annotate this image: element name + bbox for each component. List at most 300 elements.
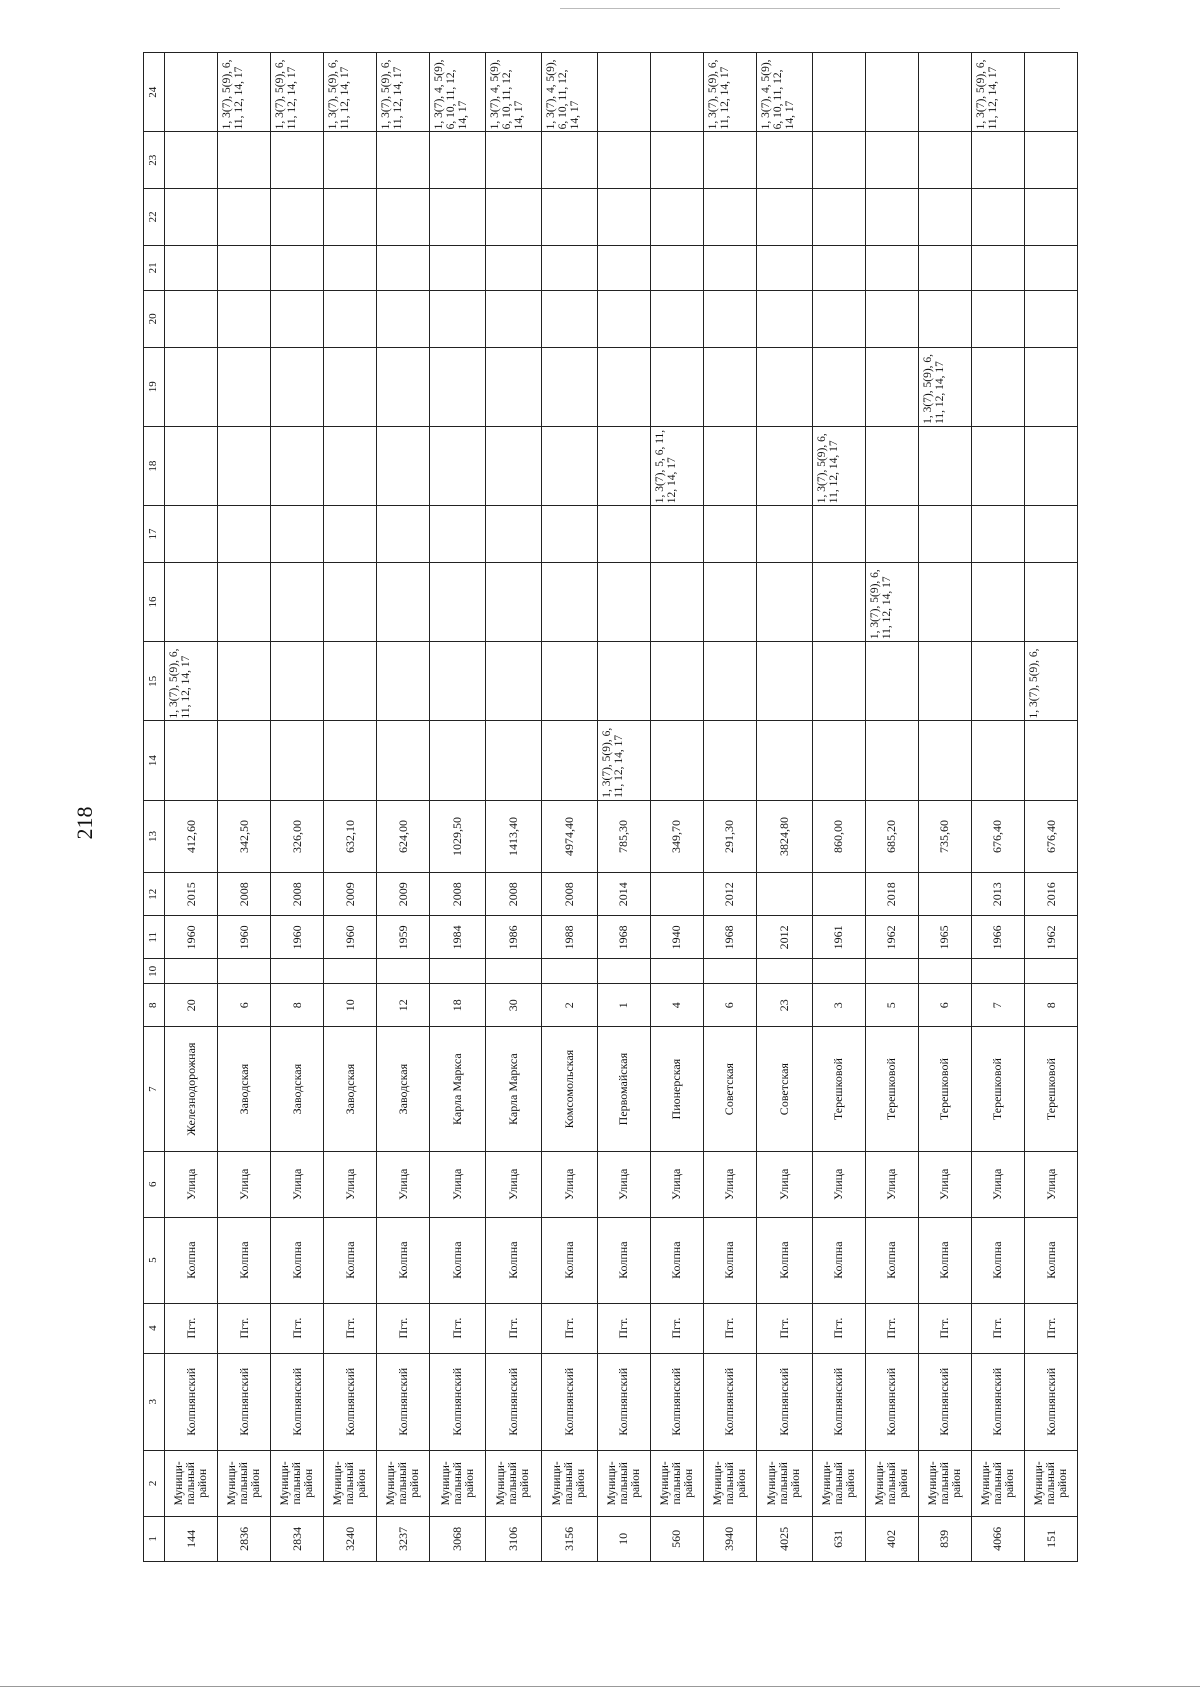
cell-col-15	[377, 642, 430, 721]
cell-col-12: 2009	[324, 873, 377, 916]
cell-col-11: 2012	[756, 916, 812, 959]
cell-col-23	[756, 132, 812, 189]
cell-col-6: Улица	[377, 1151, 430, 1217]
cell-col-3: Колпнянский	[541, 1353, 597, 1450]
cell-col-1: 4066	[971, 1516, 1024, 1561]
column-header-13: 13	[144, 800, 165, 873]
cell-col-21	[165, 245, 218, 290]
cell-col-24: 1, 3(7), 4, 5(9), 6, 10, 11, 12, 14, 17	[756, 53, 812, 132]
cell-col-17	[812, 506, 865, 563]
cell-col-22	[865, 189, 918, 246]
cell-col-11: 1986	[486, 916, 542, 959]
cell-col-16	[377, 562, 430, 641]
cell-col-8: 12	[377, 984, 430, 1027]
cell-col-6: Улица	[971, 1151, 1024, 1217]
cell-col-4: Пгт.	[324, 1303, 377, 1353]
cell-col-23	[377, 132, 430, 189]
cell-col-6: Улица	[271, 1151, 324, 1217]
cell-col-4: Пгт.	[165, 1303, 218, 1353]
cell-col-1: 2836	[218, 1516, 271, 1561]
table-body	[165, 53, 1078, 1562]
cell-col-16	[271, 562, 324, 641]
cell-col-18	[971, 426, 1024, 505]
cell-col-14	[486, 721, 542, 800]
cell-col-16	[165, 562, 218, 641]
cell-col-1: 839	[918, 1516, 971, 1561]
cell-col-12	[756, 873, 812, 916]
column-header-5: 5	[144, 1217, 165, 1303]
cell-col-10	[650, 959, 703, 984]
cell-col-20	[756, 290, 812, 347]
cell-col-17	[971, 506, 1024, 563]
top-rule	[560, 8, 1060, 9]
cell-col-1: 4025	[756, 1516, 812, 1561]
cell-col-5: Колпна	[324, 1217, 377, 1303]
cell-col-17	[865, 506, 918, 563]
cell-col-7: Терешковой	[1024, 1027, 1077, 1152]
cell-col-12: 2015	[165, 873, 218, 916]
table-row	[541, 53, 597, 1562]
cell-col-24	[165, 53, 218, 132]
page-number: 218	[72, 806, 97, 840]
cell-col-23	[650, 132, 703, 189]
cell-col-20	[1024, 290, 1077, 347]
cell-col-10	[1024, 959, 1077, 984]
cell-col-10	[324, 959, 377, 984]
cell-col-3: Колпнянский	[430, 1353, 486, 1450]
cell-col-21	[756, 245, 812, 290]
cell-col-19	[865, 347, 918, 426]
cell-col-15	[971, 642, 1024, 721]
cell-col-6: Улица	[865, 1151, 918, 1217]
cell-col-20	[324, 290, 377, 347]
cell-col-22	[271, 189, 324, 246]
cell-col-11: 1962	[865, 916, 918, 959]
cell-col-4: Пгт.	[703, 1303, 756, 1353]
cell-col-2: Муници-пальный район	[430, 1450, 486, 1516]
cell-col-18	[486, 426, 542, 505]
cell-col-20	[218, 290, 271, 347]
cell-col-15	[541, 642, 597, 721]
cell-col-15	[650, 642, 703, 721]
cell-col-20	[597, 290, 650, 347]
table-row	[756, 53, 812, 1562]
cell-col-21	[324, 245, 377, 290]
cell-col-23	[1024, 132, 1077, 189]
cell-col-7: Советская	[703, 1027, 756, 1152]
cell-col-7: Заводская	[324, 1027, 377, 1152]
cell-col-15	[865, 642, 918, 721]
cell-col-20	[165, 290, 218, 347]
cell-col-22	[918, 189, 971, 246]
table-row	[703, 53, 756, 1562]
cell-col-13: 342,50	[218, 800, 271, 873]
cell-col-18	[377, 426, 430, 505]
cell-col-22	[650, 189, 703, 246]
cell-col-18: 1, 3(7), 5, 6, 11, 12, 14, 17	[650, 426, 703, 505]
cell-col-10	[918, 959, 971, 984]
cell-col-16	[541, 562, 597, 641]
cell-col-7: Терешковой	[971, 1027, 1024, 1152]
cell-col-11: 1968	[703, 916, 756, 959]
cell-col-18	[865, 426, 918, 505]
cell-col-11: 1960	[218, 916, 271, 959]
column-header-21: 21	[144, 245, 165, 290]
cell-col-8: 5	[865, 984, 918, 1027]
cell-col-21	[971, 245, 1024, 290]
cell-col-7: Карла Маркса	[486, 1027, 542, 1152]
table-row	[1024, 53, 1077, 1562]
cell-col-7: Заводская	[218, 1027, 271, 1152]
cell-col-7: Терешковой	[812, 1027, 865, 1152]
cell-col-1: 3237	[377, 1516, 430, 1561]
column-header-24: 24	[144, 53, 165, 132]
cell-col-15	[597, 642, 650, 721]
cell-col-19	[812, 347, 865, 426]
cell-col-7: Советская	[756, 1027, 812, 1152]
cell-col-15	[486, 642, 542, 721]
column-header-11: 11	[144, 916, 165, 959]
cell-col-16	[971, 562, 1024, 641]
cell-col-22	[812, 189, 865, 246]
cell-col-23	[918, 132, 971, 189]
cell-col-15: 1, 3(7), 5(9), 6, 11, 12, 14, 17	[165, 642, 218, 721]
cell-col-24: 1, 3(7), 5(9), 6, 11, 12, 14, 17	[271, 53, 324, 132]
cell-col-13: 349,70	[650, 800, 703, 873]
cell-col-21	[597, 245, 650, 290]
cell-col-19	[430, 347, 486, 426]
cell-col-24	[812, 53, 865, 132]
cell-col-17	[165, 506, 218, 563]
cell-col-14	[218, 721, 271, 800]
table-row	[597, 53, 650, 1562]
cell-col-2: Муници-пальный район	[218, 1450, 271, 1516]
column-header-3: 3	[144, 1353, 165, 1450]
cell-col-6: Улица	[541, 1151, 597, 1217]
cell-col-13: 735,60	[918, 800, 971, 873]
cell-col-17	[597, 506, 650, 563]
cell-col-17	[486, 506, 542, 563]
cell-col-13: 785,30	[597, 800, 650, 873]
cell-col-24	[1024, 53, 1077, 132]
rotated-table-wrapper	[143, 52, 1078, 1562]
cell-col-7: Терешковой	[865, 1027, 918, 1152]
cell-col-12: 2013	[971, 873, 1024, 916]
cell-col-14	[650, 721, 703, 800]
cell-col-5: Колпна	[812, 1217, 865, 1303]
cell-col-10	[971, 959, 1024, 984]
cell-col-22	[703, 189, 756, 246]
cell-col-1: 631	[812, 1516, 865, 1561]
cell-col-18	[218, 426, 271, 505]
cell-col-15	[271, 642, 324, 721]
cell-col-8: 8	[271, 984, 324, 1027]
cell-col-4: Пгт.	[597, 1303, 650, 1353]
cell-col-12: 2009	[377, 873, 430, 916]
cell-col-5: Колпна	[271, 1217, 324, 1303]
cell-col-17	[430, 506, 486, 563]
cell-col-4: Пгт.	[812, 1303, 865, 1353]
cell-col-13: 1413,40	[486, 800, 542, 873]
cell-col-19	[165, 347, 218, 426]
table-row	[377, 53, 430, 1562]
cell-col-12	[812, 873, 865, 916]
column-header-1: 1	[144, 1516, 165, 1561]
cell-col-17	[918, 506, 971, 563]
cell-col-3: Колпнянский	[918, 1353, 971, 1450]
cell-col-8: 7	[971, 984, 1024, 1027]
cell-col-1: 3940	[703, 1516, 756, 1561]
column-header-4: 4	[144, 1303, 165, 1353]
cell-col-14	[865, 721, 918, 800]
cell-col-4: Пгт.	[377, 1303, 430, 1353]
cell-col-16	[1024, 562, 1077, 641]
cell-col-15	[918, 642, 971, 721]
cell-col-8: 6	[218, 984, 271, 1027]
table-row	[324, 53, 377, 1562]
cell-col-8: 3	[812, 984, 865, 1027]
cell-col-21	[812, 245, 865, 290]
cell-col-6: Улица	[218, 1151, 271, 1217]
cell-col-3: Колпнянский	[971, 1353, 1024, 1450]
cell-col-11: 1968	[597, 916, 650, 959]
cell-col-3: Колпнянский	[486, 1353, 542, 1450]
cell-col-8: 6	[703, 984, 756, 1027]
cell-col-1: 3106	[486, 1516, 542, 1561]
cell-col-18: 1, 3(7), 5(9), 6, 11, 12, 14, 17	[812, 426, 865, 505]
cell-col-12: 2008	[541, 873, 597, 916]
column-header-18: 18	[144, 426, 165, 505]
cell-col-1: 560	[650, 1516, 703, 1561]
cell-col-13: 676,40	[1024, 800, 1077, 873]
cell-col-13: 4974,40	[541, 800, 597, 873]
cell-col-24: 1, 3(7), 4, 5(9), 6, 10, 11, 12, 14, 17	[486, 53, 542, 132]
cell-col-14	[918, 721, 971, 800]
cell-col-20	[377, 290, 430, 347]
cell-col-21	[377, 245, 430, 290]
cell-col-12: 2014	[597, 873, 650, 916]
cell-col-20	[703, 290, 756, 347]
cell-col-18	[597, 426, 650, 505]
cell-col-16	[430, 562, 486, 641]
cell-col-10	[430, 959, 486, 984]
cell-col-21	[865, 245, 918, 290]
cell-col-18	[703, 426, 756, 505]
cell-col-14	[971, 721, 1024, 800]
column-header-22: 22	[144, 189, 165, 246]
cell-col-24	[918, 53, 971, 132]
table-row	[486, 53, 542, 1562]
cell-col-22	[430, 189, 486, 246]
table-row	[812, 53, 865, 1562]
column-header-17: 17	[144, 506, 165, 563]
cell-col-2: Муници-пальный район	[756, 1450, 812, 1516]
cell-col-24: 1, 3(7), 5(9), 6, 11, 12, 14, 17	[218, 53, 271, 132]
cell-col-23	[865, 132, 918, 189]
cell-col-11: 1960	[271, 916, 324, 959]
cell-col-20	[918, 290, 971, 347]
cell-col-2: Муници-пальный район	[377, 1450, 430, 1516]
column-header-14: 14	[144, 721, 165, 800]
cell-col-6: Улица	[812, 1151, 865, 1217]
cell-col-14	[324, 721, 377, 800]
cell-col-15: 1, 3(7), 5(9), 6,	[1024, 642, 1077, 721]
cell-col-13: 624,00	[377, 800, 430, 873]
cell-col-16	[703, 562, 756, 641]
cell-col-2: Муници-пальный район	[1024, 1450, 1077, 1516]
cell-col-24: 1, 3(7), 4, 5(9), 6, 10, 11, 12, 14, 17	[541, 53, 597, 132]
cell-col-8: 23	[756, 984, 812, 1027]
column-number-row	[144, 53, 165, 1562]
cell-col-5: Колпна	[541, 1217, 597, 1303]
cell-col-11: 1984	[430, 916, 486, 959]
cell-col-11: 1960	[165, 916, 218, 959]
cell-col-8: 1	[597, 984, 650, 1027]
column-header-6: 6	[144, 1151, 165, 1217]
cell-col-8: 18	[430, 984, 486, 1027]
cell-col-22	[486, 189, 542, 246]
cell-col-2: Муници-пальный район	[812, 1450, 865, 1516]
cell-col-22	[377, 189, 430, 246]
cell-col-24	[597, 53, 650, 132]
cell-col-3: Колпнянский	[597, 1353, 650, 1450]
cell-col-19	[218, 347, 271, 426]
cell-col-8: 4	[650, 984, 703, 1027]
cell-col-20	[541, 290, 597, 347]
cell-col-10	[597, 959, 650, 984]
cell-col-3: Колпнянский	[865, 1353, 918, 1450]
cell-col-5: Колпна	[1024, 1217, 1077, 1303]
cell-col-23	[324, 132, 377, 189]
cell-col-1: 144	[165, 1516, 218, 1561]
column-header-10: 10	[144, 959, 165, 984]
column-header-12: 12	[144, 873, 165, 916]
cell-col-19	[1024, 347, 1077, 426]
cell-col-23	[165, 132, 218, 189]
table-row	[218, 53, 271, 1562]
table-row	[918, 53, 971, 1562]
cell-col-21	[1024, 245, 1077, 290]
cell-col-10	[377, 959, 430, 984]
cell-col-12	[650, 873, 703, 916]
cell-col-17	[756, 506, 812, 563]
cell-col-6: Улица	[486, 1151, 542, 1217]
cell-col-13: 291,30	[703, 800, 756, 873]
cell-col-14	[756, 721, 812, 800]
cell-col-11: 1988	[541, 916, 597, 959]
cell-col-5: Колпна	[165, 1217, 218, 1303]
cell-col-21	[650, 245, 703, 290]
cell-col-2: Муници-пальный район	[165, 1450, 218, 1516]
cell-col-13: 412,60	[165, 800, 218, 873]
cell-col-16: 1, 3(7), 5(9), 6, 11, 12, 14, 17	[865, 562, 918, 641]
cell-col-2: Муници-пальный район	[971, 1450, 1024, 1516]
cell-col-19	[377, 347, 430, 426]
cell-col-14	[703, 721, 756, 800]
cell-col-18	[1024, 426, 1077, 505]
cell-col-18	[541, 426, 597, 505]
cell-col-18	[756, 426, 812, 505]
cell-col-11: 1960	[324, 916, 377, 959]
cell-col-21	[918, 245, 971, 290]
cell-col-13: 860,00	[812, 800, 865, 873]
table-row	[971, 53, 1024, 1562]
cell-col-6: Улица	[650, 1151, 703, 1217]
cell-col-10	[756, 959, 812, 984]
column-header-23: 23	[144, 132, 165, 189]
cell-col-23	[971, 132, 1024, 189]
cell-col-13: 685,20	[865, 800, 918, 873]
cell-col-4: Пгт.	[1024, 1303, 1077, 1353]
cell-col-13: 3824,80	[756, 800, 812, 873]
cell-col-23	[541, 132, 597, 189]
cell-col-3: Колпнянский	[650, 1353, 703, 1450]
cell-col-12: 2008	[430, 873, 486, 916]
cell-col-6: Улица	[165, 1151, 218, 1217]
column-header-20: 20	[144, 290, 165, 347]
cell-col-20	[865, 290, 918, 347]
cell-col-14	[1024, 721, 1077, 800]
cell-col-10	[541, 959, 597, 984]
cell-col-15	[703, 642, 756, 721]
cell-col-16	[918, 562, 971, 641]
cell-col-5: Колпна	[703, 1217, 756, 1303]
cell-col-20	[971, 290, 1024, 347]
cell-col-4: Пгт.	[486, 1303, 542, 1353]
cell-col-17	[377, 506, 430, 563]
cell-col-21	[218, 245, 271, 290]
cell-col-12: 2012	[703, 873, 756, 916]
cell-col-3: Колпнянский	[812, 1353, 865, 1450]
cell-col-16	[486, 562, 542, 641]
cell-col-2: Муници-пальный район	[541, 1450, 597, 1516]
cell-col-17	[271, 506, 324, 563]
cell-col-19	[271, 347, 324, 426]
cell-col-14	[377, 721, 430, 800]
cell-col-7: Заводская	[377, 1027, 430, 1152]
cell-col-24: 1, 3(7), 5(9), 6, 11, 12, 14, 17	[971, 53, 1024, 132]
cell-col-5: Колпна	[218, 1217, 271, 1303]
cell-col-1: 151	[1024, 1516, 1077, 1561]
cell-col-23	[218, 132, 271, 189]
cell-col-7: Пионерская	[650, 1027, 703, 1152]
table-row	[430, 53, 486, 1562]
cell-col-3: Колпнянский	[377, 1353, 430, 1450]
cell-col-15	[430, 642, 486, 721]
cell-col-6: Улица	[597, 1151, 650, 1217]
cell-col-21	[486, 245, 542, 290]
cell-col-3: Колпнянский	[703, 1353, 756, 1450]
cell-col-6: Улица	[324, 1151, 377, 1217]
cell-col-8: 20	[165, 984, 218, 1027]
table-row	[271, 53, 324, 1562]
cell-col-21	[430, 245, 486, 290]
cell-col-5: Колпна	[756, 1217, 812, 1303]
cell-col-22	[324, 189, 377, 246]
cell-col-4: Пгт.	[650, 1303, 703, 1353]
cell-col-15	[756, 642, 812, 721]
cell-col-8: 8	[1024, 984, 1077, 1027]
cell-col-17	[541, 506, 597, 563]
cell-col-10	[865, 959, 918, 984]
table-row	[865, 53, 918, 1562]
cell-col-4: Пгт.	[865, 1303, 918, 1353]
cell-col-11: 1940	[650, 916, 703, 959]
cell-col-18	[324, 426, 377, 505]
cell-col-8: 10	[324, 984, 377, 1027]
cell-col-16	[650, 562, 703, 641]
cell-col-23	[486, 132, 542, 189]
